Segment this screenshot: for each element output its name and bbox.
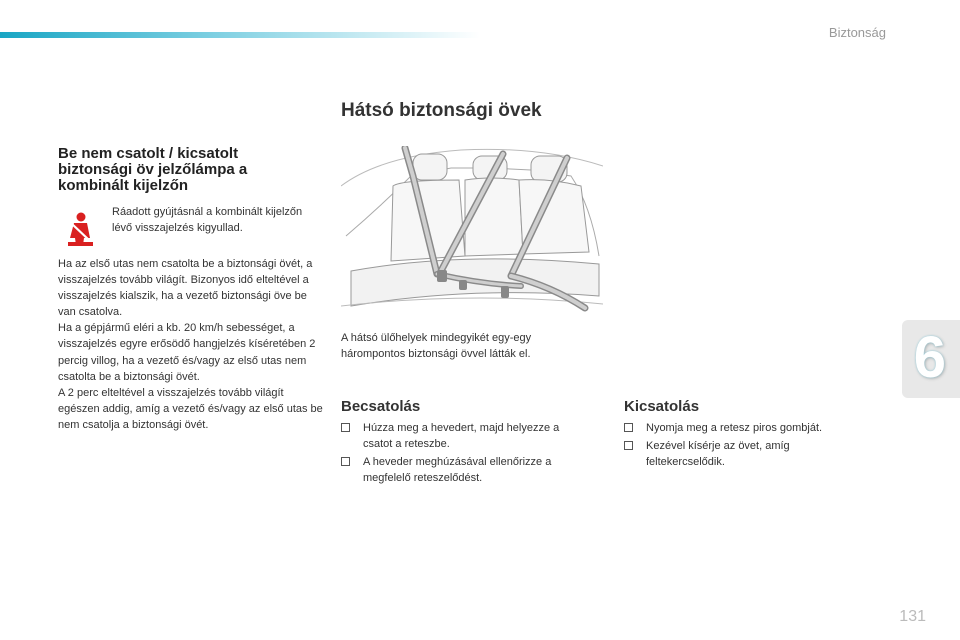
checkbox-icon [624, 423, 633, 432]
checkbox-icon [624, 441, 633, 450]
checkbox-icon [341, 423, 350, 432]
warning-description: Ráadott gyújtásnál a kombinált kijelzőn lévő visszajelzés kigyullad. [112, 206, 303, 234]
paragraph: A 2 perc elteltével a visszajelzés tovább világít egészen addig, amíg a vezető és/vagy az első utas be nem csatolja a biztonsági övét. [58, 386, 323, 431]
step-text: A heveder meghúzásával ellenőrizze a megfelelő reteszelődést. [363, 456, 552, 484]
list-item [341, 420, 591, 452]
step-text: Nyomja meg a retesz piros gombját. [646, 422, 823, 434]
list-item [624, 420, 854, 436]
header-accent-bar [0, 32, 480, 38]
section-name: Biztonság [828, 25, 886, 40]
paragraph: Ha a gépjármű eléri a kb. 20 km/h sebességet, a visszajelzés egyre erősödő hangjelzés kíséretében 2 percig villog, ha a vezető és/vagy az első utas nem csatolta be a biztonsági övét. [58, 322, 316, 383]
rear-seat-belts-illustration [341, 146, 603, 321]
list-item [341, 454, 591, 486]
unfastening-steps [624, 420, 854, 472]
checkbox-icon [341, 457, 350, 466]
fastening-title: Becsatolás [341, 398, 421, 415]
page-number: 131 [899, 608, 926, 625]
step-text: Húzza meg a hevedert, majd helyezze a csatot a reteszbe. [363, 422, 560, 450]
chapter-number: 6 [913, 325, 946, 390]
warning-section-title: Be nem csatolt / kicsatolt biztonsági öv jelzőlámpa a kombinált kijelzőn [58, 145, 248, 194]
figure-caption: A hátsó ülőhelyek mindegyikét egy-egy hárompontos biztonsági övvel látták el. [341, 332, 532, 360]
page-title: Hátsó biztonsági övek [341, 100, 542, 121]
step-text: Kezével kísérje az övet, amíg feltekercselődik. [646, 440, 790, 468]
paragraph: Ha az első utas nem csatolta be a biztonsági övét, a visszajelzés tovább világít. Bizonyos idő elteltével a visszajelzés kialszik, ha a vezető biztonsági öve be van csatolva. [58, 258, 313, 319]
fastening-steps [341, 420, 591, 488]
unfastening-title: Kicsatolás [624, 398, 700, 415]
seatbelt-warning-icon [64, 212, 96, 248]
list-item [624, 438, 854, 470]
warning-details [58, 256, 323, 433]
